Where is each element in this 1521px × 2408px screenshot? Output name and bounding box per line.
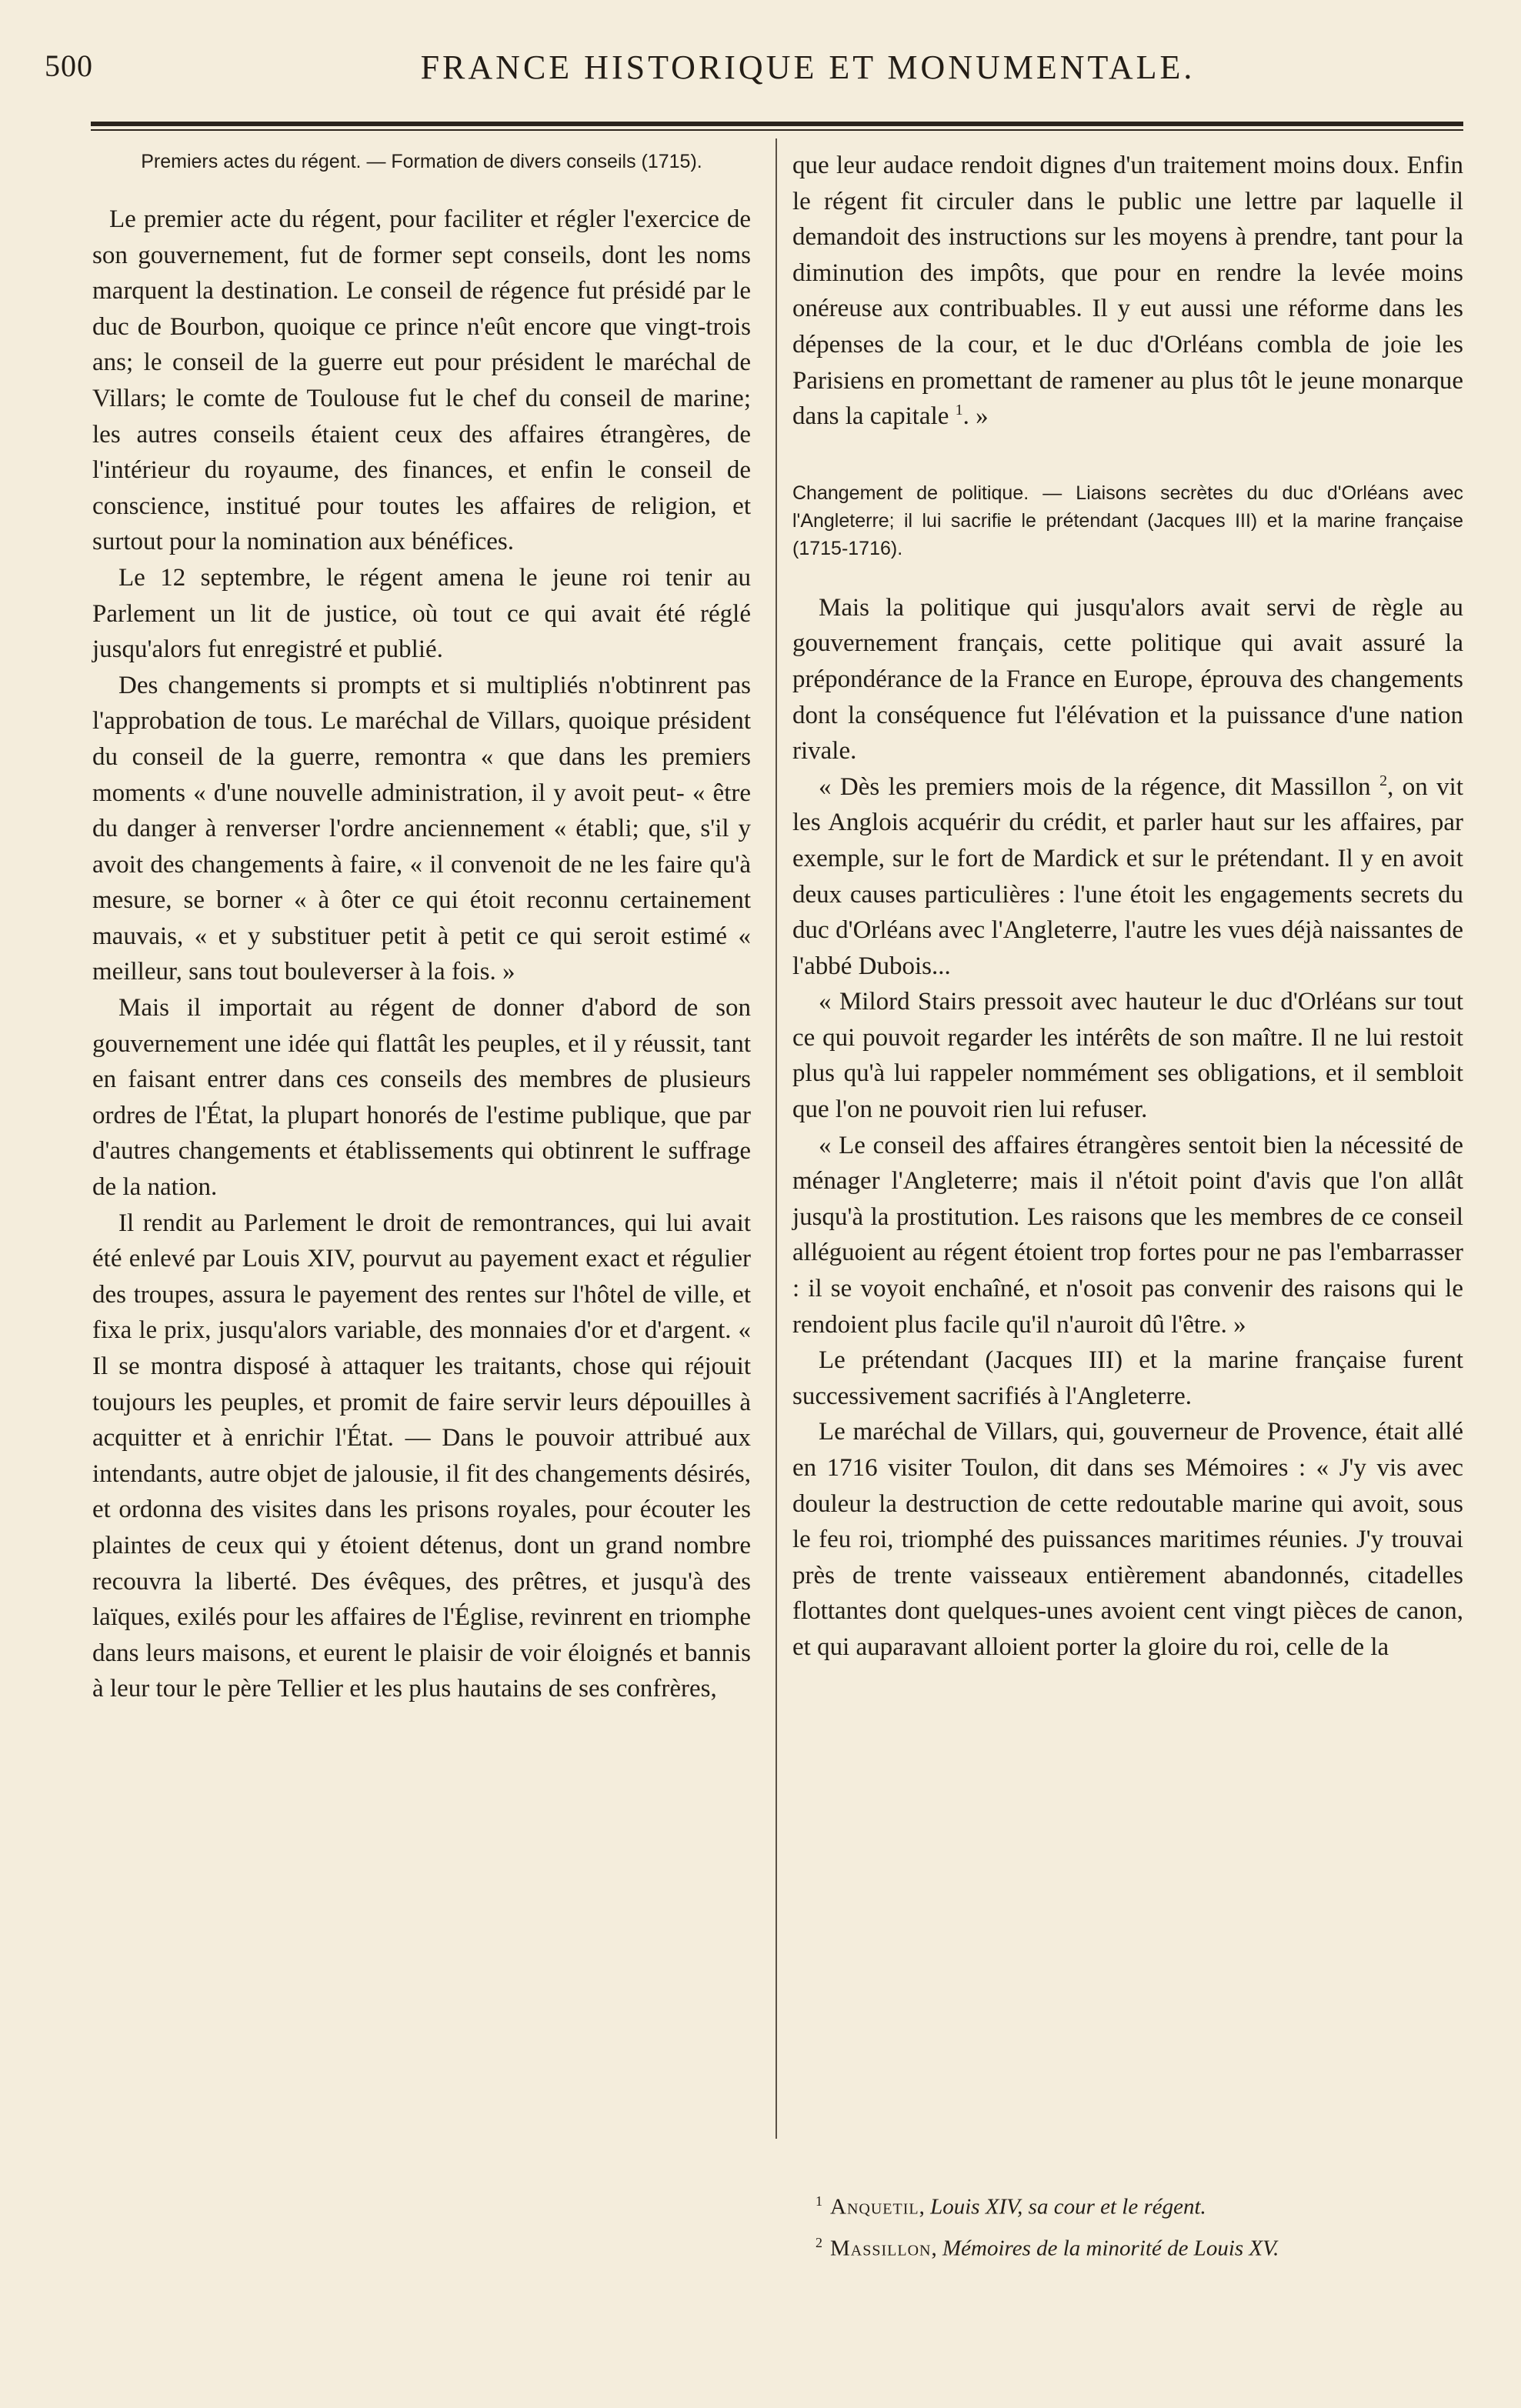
footnote-2-author: Massillon [830,2236,932,2261]
page-number: 500 [45,48,93,83]
continuation-text: que leur audace rendoit dignes d'un traitement moins doux. Enfin le régent fit circuler dans le public une lettre par laquelle il demandoit des instructions sur les moyens à prendre, tant pour la diminution des impôts, que pour en rendre la levée moins onéreuse aux contribuables. Il y eut aussi une réforme dans les dépenses de la cour, et le duc d'Orléans combla de joie les Parisiens en promettant de ramener au plus tôt le jeune monarque dans la capitale [792,152,1463,431]
footnote-2-mark: 2 [816,2234,822,2250]
right-column [792,148,1463,1666]
right-paragraph-5: Le prétendant (Jacques III) et la marine française furent successivement sacrifiés à l'Angleterre. [792,1346,1463,1410]
footnote-1-author: Anquetil [830,2194,919,2220]
footnote-1: $^1$ Anquetil, Louis XIV, sa cour et le régent. [816,2193,1206,2220]
footnote-2-work: Mémoires de la minorité de Louis XV. [942,2236,1279,2261]
massillon-rest: , on vit les Anglois acquérir du crédit, et parler haut sur les affaires, par exemple, sur le fort de Mardick et sur le prétendant. Il y en avoit deux causes particulières : l'une étoit les engagements secrets du duc d'Orléans avec l'Angleterre, l'autre les vues déjà naissantes de l'abbé Dubois... [792,772,1463,980]
column-divider [776,138,777,2139]
right-paragraph-massillon [792,769,1463,985]
footnote-ref-1: 1 [955,402,963,419]
footnote-ref-2: 2 [1379,772,1388,789]
right-continuation [792,148,1463,435]
footnotes [792,2183,1463,2266]
footnote-2: $^2$ Massillon, Mémoires de la minorité de Louis XV. [816,2234,1279,2261]
right-paragraph-6: Le maréchal de Villars, qui, gouverneur de Provence, était allé en 1716 visiter Toulon, dit dans ses Mémoires : « J'y vis avec douleur la destruction de cette redoutable marine qui avoit, sous le feu roi, triomphé des puissances maritimes réunies. J'y trouvai près de trente vaisseaux entièrement abandonnés, citadelles flottantes dont quelques-unes avoient cent vingt pièces de canon, et qui auparavant alloient porter la gloire du roi, celle de la [792,1418,1463,1661]
running-title: FRANCE HISTORIQUE ET MONUMENTALE. [420,48,1196,86]
left-paragraph-2: Le 12 septembre, le régent amena le jeune roi tenir au Parlement un lit de justice, où tout ce qui avait été réglé jusqu'alors fut enregistré et publié. [92,563,751,664]
right-paragraph-4: « Le conseil des affaires étrangères sentoit bien la nécessité de ménager l'Angleterre; mais il n'étoit point d'avis que l'on allât jusqu'à la prostitution. Les raisons que les membres de ce conseil alléguoient au régent étoient trop fortes pour ne pas l'embarrasser : il se voyoit enchaîné, et n'osoit pas convenir des raisons qui le rendoient plus facile qu'il n'auroit dû l'être. » [792,1131,1463,1339]
left-paragraph-4: Mais il importait au régent de donner d'abord de son gouvernement une idée qui flattât les peuples, et il y réussit, tant en faisant entrer dans ces conseils des membres de plusieurs ordres de l'État, la plupart honorés de l'estime publique, que par d'autres changements et établissements qui obtinrent le suffrage de la nation. [92,994,751,1202]
left-paragraph-5: Il rendit au Parlement le droit de remontrances, qui lui avait été enlevé par Louis XIV, pourvut au payement exact et régulier des troupes, assura le payement des rentes sur l'hôtel de ville, et fixa le prix, jusqu'alors variable, des monnaies d'or et d'argent. « Il se montra disposé à attaquer les traitants, chose qui réjouit toujours les peuples, et promit de faire servir leurs dépouilles à acquitter et à enrichir l'État. — Dans le pouvoir attribué aux intendants, autre objet de jalousie, il fit des changements désirés, et ordonna des visites dans les prisons royales, pour écouter les plaintes de ceux qui y étoient détenus, dont un grand nombre recouvra la liberté. Des évêques, des prêtres, et jusqu'à des laïques, exilés pour les affaires de l'Église, revinrent en triomphe dans leurs maisons, et eurent le plaisir de voir éloignés et bannis à leur tour le père Tellier et les plus hautains de ses confrères, [92,1209,751,1703]
right-paragraph-1: Mais la politique qui jusqu'alors avait servi de règle au gouvernement français, cette politique qui avait assuré la prépondérance de la France en Europe, éprouva des changements dont la conséquence fut l'élévation et la puissance d'une nation rivale. [792,593,1463,765]
left-column [92,148,751,1707]
section-heading-left: Premiers actes du régent. — Formation de divers conseils (1715). [141,151,702,172]
left-paragraph-3: Des changements si prompts et si multipliés n'obtinrent pas l'approbation de tous. Le maréchal de Villars, quoique président du conseil de la guerre, remontra « que dans les premiers moments « d'une nouvelle administration, il y avoit peut- « être du danger à renverser l'ordre anciennement « établi; que, s'il y avoit des changements à faire, « il convenoit de ne les faire qu'à mesure, se borner « à ôter ce qui étoit reconnu certainement mauvais, « et y substituer petit à petit ce qui seroit estimé « meilleur, sans tout bouleverser à la fois. » [92,671,751,986]
footnote-1-work: Louis XIV, sa cour et le régent. [930,2194,1206,2220]
massillon-start: « Dès les premiers mois de la régence, dit Massillon [819,772,1371,801]
right-paragraph-3: « Milord Stairs pressoit avec hauteur le duc d'Orléans sur tout ce qui pouvoit regarder les intérêts de son maître. Il ne lui restoit plus qu'à lui rappeler nommément ses obligations, et il sembloit que l'on ne pouvoit rien lui refuser. [792,988,1463,1124]
section-heading-right: Changement de politique. — Liaisons secrètes du duc d'Orléans avec l'Angleterre; il lui sacrifie le prétendant (Jacques III) et la marine française (1715-1716). [792,482,1463,559]
left-paragraph-1: Le premier acte du régent, pour faciliter et régler l'exercice de son gouvernement, fut de former sept conseils, dont les noms marquent la destination. Le conseil de régence fut présidé par le duc de Bourbon, quoique ce prince n'eût encore que vingt-trois ans; le conseil de la guerre eut pour président le maréchal de Villars; le comte de Toulouse fut le chef du conseil de marine; les autres conseils étaient ceux des affaires étrangères, de l'intérieur du royaume, des finances, et enfin le conseil de conscience, institué pour toutes les affaires de religion, et surtout pour la nomination aux bénéfices. [92,205,751,556]
header-rule-thin [91,129,1463,131]
header-rule-thick [91,122,1463,126]
footnote-1-mark: 1 [816,2193,822,2209]
continuation-close: . » [962,402,989,431]
